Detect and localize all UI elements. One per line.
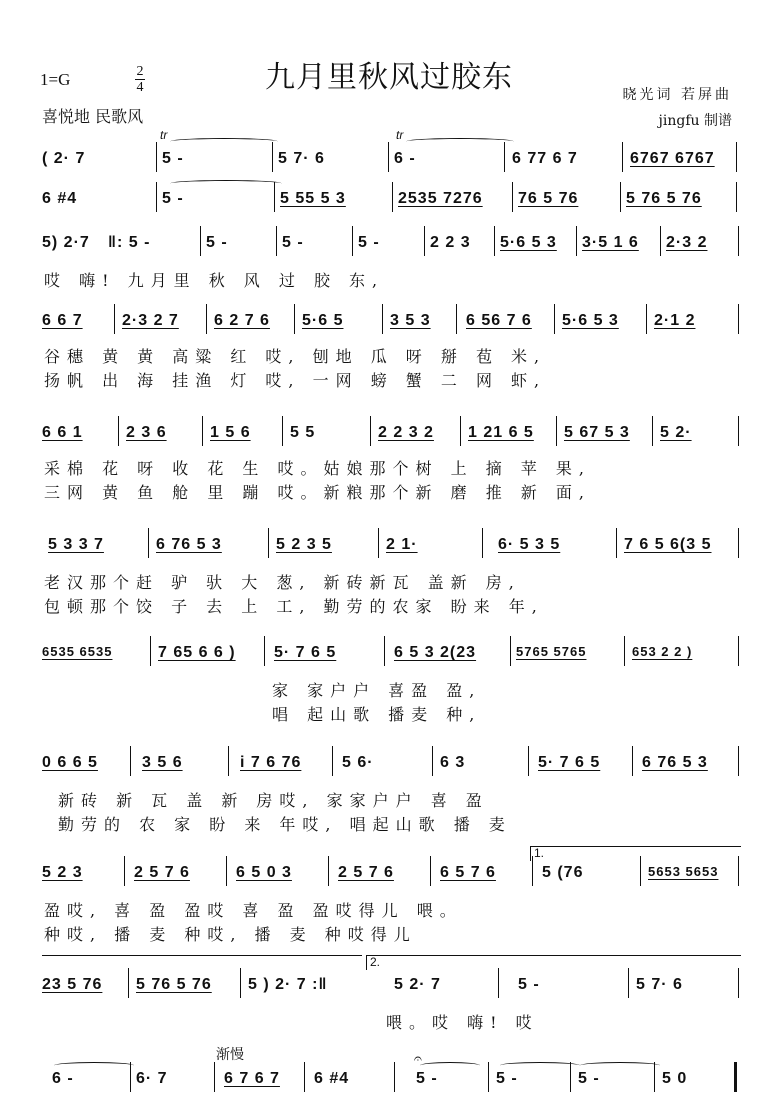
tie-arc bbox=[170, 138, 278, 145]
ritardando-marking: 渐慢 bbox=[216, 1047, 244, 1063]
measure: 23 5 76 bbox=[42, 976, 103, 993]
barline bbox=[554, 304, 555, 334]
measure: 2 3 6 bbox=[126, 424, 167, 441]
measure: 6 5 0 3 bbox=[236, 864, 292, 881]
tie-arc bbox=[170, 180, 282, 187]
barline bbox=[736, 182, 737, 212]
barline bbox=[576, 226, 577, 256]
barline bbox=[388, 142, 389, 172]
measure: 5 6· bbox=[342, 754, 374, 771]
lyrics-line: 喂。哎 嗨! 哎 bbox=[386, 1013, 539, 1032]
measure: 5·6 5 bbox=[302, 312, 344, 329]
lyrics-verse-2: 唱 起山歌 播麦 种, bbox=[272, 705, 482, 724]
measure: 2·1 2 bbox=[654, 312, 696, 329]
barline bbox=[640, 856, 641, 886]
barline bbox=[282, 416, 283, 446]
barline bbox=[304, 1062, 305, 1092]
measure: 5 - bbox=[578, 1070, 600, 1087]
measure: 2 5 7 6 bbox=[134, 864, 190, 881]
time-signature-bottom: 4 bbox=[136, 80, 144, 95]
tie-arc bbox=[420, 1062, 480, 1069]
measure: 1 5 6 bbox=[210, 424, 251, 441]
measure: 6 3 bbox=[440, 754, 466, 771]
barline bbox=[736, 142, 737, 172]
measure: 5 67 5 3 bbox=[564, 424, 630, 441]
measure: 5 7· 6 bbox=[278, 150, 325, 167]
barline bbox=[738, 968, 739, 998]
barline bbox=[620, 182, 621, 212]
barline bbox=[328, 856, 329, 886]
barline bbox=[646, 304, 647, 334]
measure: 2·3 2 bbox=[666, 234, 708, 251]
tempo-marking: 喜悦地 民歌风 bbox=[42, 107, 144, 126]
volta-bracket-2 bbox=[366, 955, 741, 970]
barline bbox=[130, 746, 131, 776]
barline bbox=[268, 528, 269, 558]
measure: 2 5 7 6 bbox=[338, 864, 394, 881]
barline bbox=[532, 856, 533, 886]
barline bbox=[738, 856, 739, 886]
final-barline bbox=[734, 1062, 737, 1092]
measure: 6535 6535 bbox=[42, 644, 113, 659]
measure: 6 6 1 bbox=[42, 424, 83, 441]
measure: 2·3 2 7 bbox=[122, 312, 179, 329]
barline bbox=[652, 416, 653, 446]
lyrics-verse-1: 新砖 新 瓦 盖 新 房哎, 家家户户 喜 盈 bbox=[58, 791, 489, 810]
barline bbox=[274, 182, 275, 212]
barline bbox=[378, 528, 379, 558]
barline bbox=[738, 416, 739, 446]
lyrics-verse-1: 家 家户户 喜盈 盈, bbox=[272, 681, 482, 700]
measure: 5 0 bbox=[662, 1070, 688, 1087]
measure: 5765 5765 bbox=[516, 644, 587, 659]
measure: 5 - bbox=[206, 234, 228, 251]
barline bbox=[264, 636, 265, 666]
credits-lyrics-music: 晓光词 若屏曲 bbox=[622, 87, 732, 103]
barline bbox=[482, 528, 483, 558]
barline bbox=[460, 416, 461, 446]
barline bbox=[240, 968, 241, 998]
barline bbox=[504, 142, 505, 172]
volta-label-2: 2. bbox=[370, 955, 381, 969]
lyrics-verse-2: 包顿那个饺 子 去 上 工, 勤劳的农家 盼来 年, bbox=[44, 597, 544, 616]
measure: 5· 7 6 5 bbox=[274, 644, 337, 661]
barline bbox=[352, 226, 353, 256]
barline bbox=[124, 856, 125, 886]
barline bbox=[488, 1062, 489, 1092]
measure: 6 2 7 6 bbox=[214, 312, 270, 329]
barline bbox=[214, 1062, 215, 1092]
measure: 5 - bbox=[518, 976, 540, 993]
barline bbox=[272, 142, 273, 172]
measure: 5 - bbox=[416, 1070, 438, 1087]
measure: 76 5 76 bbox=[518, 190, 579, 207]
measure: 6 7 6 7 bbox=[224, 1070, 280, 1087]
lyrics-verse-2: 扬帆 出 海 挂渔 灯 哎, 一网 螃 蟹 二 网 虾, bbox=[44, 371, 547, 390]
measure: 5 55 5 3 bbox=[280, 190, 346, 207]
measure: 6 5 7 6 bbox=[440, 864, 496, 881]
barline bbox=[494, 226, 495, 256]
measure: 5· 7 6 5 bbox=[538, 754, 601, 771]
barline bbox=[370, 416, 371, 446]
measure: 2535 7276 bbox=[398, 190, 483, 207]
barline bbox=[294, 304, 295, 334]
measure: 5 - bbox=[358, 234, 380, 251]
barline bbox=[156, 182, 157, 212]
barline bbox=[632, 746, 633, 776]
measure: 6 56 7 6 bbox=[466, 312, 532, 329]
barline bbox=[114, 304, 115, 334]
measure: 5 - bbox=[496, 1070, 518, 1087]
measure: 5653 5653 bbox=[648, 864, 719, 879]
lyrics-verse-1: 采棉 花 呀 收 花 生 哎。姑娘那个树 上 摘 苹 果, bbox=[44, 459, 591, 478]
fermata-icon: 𝄐 bbox=[414, 1050, 422, 1066]
barline bbox=[228, 746, 229, 776]
measure: 5 5 bbox=[290, 424, 316, 441]
barline bbox=[738, 528, 739, 558]
measure: 6 76 5 3 bbox=[156, 536, 222, 553]
measure: 6 6 7 bbox=[42, 312, 83, 329]
barline bbox=[276, 226, 277, 256]
barline bbox=[624, 636, 625, 666]
barline bbox=[498, 968, 499, 998]
measure: 2 2 3 2 bbox=[378, 424, 434, 441]
page-title: 九月里秋风过胶东 bbox=[265, 60, 513, 95]
barline bbox=[206, 304, 207, 334]
barline bbox=[510, 636, 511, 666]
measure: 6 76 5 3 bbox=[642, 754, 708, 771]
measure: 3 5 3 bbox=[390, 312, 431, 329]
measure: 5 76 5 76 bbox=[136, 976, 212, 993]
lyrics-verse-2: 种哎, 播 麦 种哎, 播 麦 种哎得儿 bbox=[44, 925, 417, 944]
lyrics-line: 哎 嗨! 九月里 秋 风 过 胶 东, bbox=[44, 271, 385, 290]
measure: 5 - bbox=[162, 190, 184, 207]
tie-arc bbox=[406, 138, 514, 145]
barline bbox=[556, 416, 557, 446]
measure: 5·6 5 3 bbox=[562, 312, 619, 329]
lyrics-verse-1: 谷穗 黄 黄 高粱 红 哎, 刨地 瓜 呀 掰 苞 米, bbox=[44, 347, 547, 366]
measure: 5 - bbox=[282, 234, 304, 251]
barline bbox=[150, 636, 151, 666]
measure: 6 #4 bbox=[42, 190, 78, 207]
barline bbox=[382, 304, 383, 334]
key-signature bbox=[40, 64, 144, 95]
barline bbox=[528, 746, 529, 776]
measure: ( 2· 7 bbox=[42, 150, 86, 167]
measure: 3 5 6 bbox=[142, 754, 183, 771]
key-label: 1=G bbox=[40, 70, 71, 89]
barline bbox=[432, 746, 433, 776]
time-signature bbox=[135, 64, 145, 95]
barline bbox=[394, 1062, 395, 1092]
measure: 6 77 6 7 bbox=[512, 150, 578, 167]
volta-label-1: 1. bbox=[534, 846, 545, 860]
barline bbox=[424, 226, 425, 256]
barline bbox=[628, 968, 629, 998]
measure: 7 65 6 6 ) bbox=[158, 644, 236, 661]
measure: 5 2 3 5 bbox=[276, 536, 332, 553]
measure: 6· 5 3 5 bbox=[498, 536, 561, 553]
measure: 0 6 6 5 bbox=[42, 754, 98, 771]
measure-repeat-end[interactable]: 5 ) 2· 7 :‖ bbox=[248, 976, 328, 993]
volta-line bbox=[42, 955, 362, 956]
volta-bracket-1 bbox=[530, 846, 741, 861]
measure: 1 21 6 5 bbox=[468, 424, 534, 441]
tie-arc bbox=[54, 1062, 134, 1069]
measure: 6 - bbox=[394, 150, 416, 167]
barline bbox=[156, 142, 157, 172]
measure: 5 7· 6 bbox=[636, 976, 683, 993]
tie-arc bbox=[500, 1062, 580, 1069]
barline bbox=[202, 416, 203, 446]
measure: 5 - bbox=[162, 150, 184, 167]
barline bbox=[332, 746, 333, 776]
measure: 653 2 2 ) bbox=[632, 644, 693, 659]
measure: 5 3 3 7 bbox=[48, 536, 104, 553]
measure: 5) 2·7 bbox=[42, 234, 90, 251]
trill-mark: tr bbox=[160, 128, 168, 142]
measure: 6 #4 bbox=[314, 1070, 350, 1087]
barline bbox=[148, 528, 149, 558]
measure: 6 - bbox=[52, 1070, 74, 1087]
measure-repeat-start[interactable]: ‖: 5 - bbox=[108, 234, 151, 251]
barline bbox=[118, 416, 119, 446]
measure: 6767 6767 bbox=[630, 150, 715, 167]
lyrics-verse-2: 三网 黄 鱼 舱 里 蹦 哎。新粮那个新 磨 推 新 面, bbox=[44, 483, 591, 502]
measure: 6· 7 bbox=[136, 1070, 168, 1087]
barline bbox=[384, 636, 385, 666]
lyrics-verse-1: 盈哎, 喜 盈 盈哎 喜 盈 盈哎得儿 喂。 bbox=[44, 901, 463, 920]
barline bbox=[622, 142, 623, 172]
lyrics-verse-2: 勤劳的 农 家 盼 来 年哎, 唱起山歌 播 麦 bbox=[58, 815, 512, 834]
tie-arc bbox=[580, 1062, 660, 1069]
barline bbox=[738, 304, 739, 334]
measure: 5 2· bbox=[660, 424, 692, 441]
measure: 7 6 5 6(3 5 bbox=[624, 536, 712, 553]
trill-mark: tr bbox=[396, 128, 404, 142]
measure: 6 5 3 2(23 bbox=[394, 644, 477, 661]
barline bbox=[128, 968, 129, 998]
barline bbox=[738, 636, 739, 666]
barline bbox=[200, 226, 201, 256]
measure: 5 2 3 bbox=[42, 864, 83, 881]
barline bbox=[738, 226, 739, 256]
barline bbox=[512, 182, 513, 212]
credits-transcriber: jingfu 制谱 bbox=[658, 113, 732, 129]
measure: 5·6 5 3 bbox=[500, 234, 557, 251]
measure: i 7 6 76 bbox=[240, 754, 302, 771]
barline bbox=[738, 746, 739, 776]
measure: 2 1· bbox=[386, 536, 418, 553]
measure: 5 2· 7 bbox=[394, 976, 441, 993]
barline bbox=[430, 856, 431, 886]
measure: 2 2 3 bbox=[430, 234, 471, 251]
lyrics-verse-1: 老汉那个赶 驴 驮 大 葱, 新砖新瓦 盖新 房, bbox=[44, 573, 521, 592]
barline bbox=[616, 528, 617, 558]
barline bbox=[226, 856, 227, 886]
barline bbox=[392, 182, 393, 212]
measure: 3·5 1 6 bbox=[582, 234, 639, 251]
barline bbox=[456, 304, 457, 334]
measure: 5 (76 bbox=[542, 864, 584, 881]
time-signature-top: 2 bbox=[136, 64, 144, 79]
measure: 5 76 5 76 bbox=[626, 190, 702, 207]
barline bbox=[660, 226, 661, 256]
